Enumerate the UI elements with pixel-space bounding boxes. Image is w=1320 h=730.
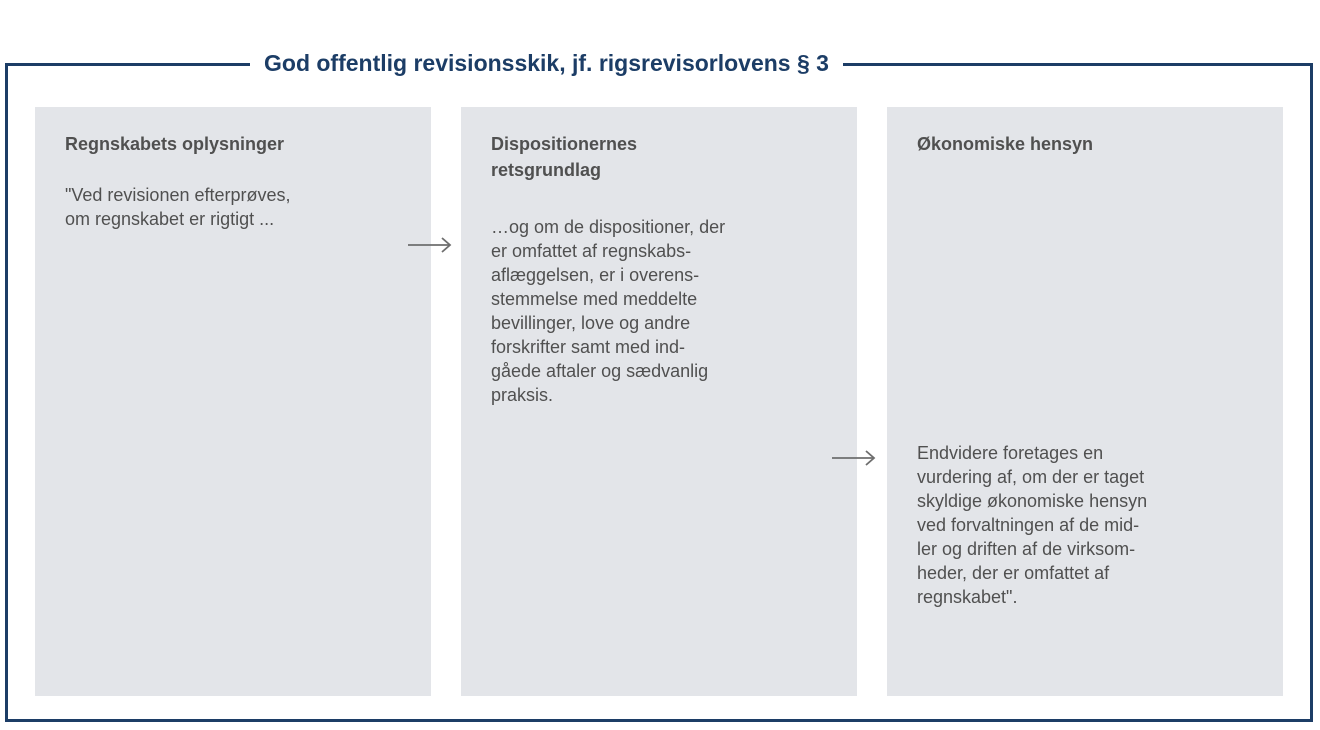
box-oekonomiske-hensyn: [887, 107, 1283, 696]
box-heading: Dispositionernes retsgrundlag: [491, 134, 638, 180]
box-dispositionernes-retsgrundlag: [461, 107, 857, 696]
box-heading: Økonomiske hensyn: [917, 134, 1094, 154]
right-arrow-icon: [830, 448, 878, 468]
right-arrow-icon: [406, 235, 454, 255]
box-regnskabets-oplysninger: [35, 107, 431, 696]
box-text: …og om de dispositioner, der er omfattet af regnskabs- aflæggelsen, er i overens- stemmelse med meddelte bevillinger, love og andre forskrifter samt med ind- gåede aftaler og sædvanlig praksis.: [491, 217, 726, 405]
diagram-title: God offentlig revisionsskik, jf. rigsrevisorlovens § 3: [250, 42, 843, 84]
box-text: Endvidere foretages en vurdering af, om der er taget skyldige økonomiske hensyn ved forvaltningen af de mid- ler og driften af de virksom- heder, der er omfattet af regnskabet".: [917, 443, 1148, 607]
box-text: "Ved revisionen efterprøves, om regnskabet er rigtigt ...: [65, 185, 291, 229]
box-heading: Regnskabets oplysninger: [65, 134, 285, 154]
